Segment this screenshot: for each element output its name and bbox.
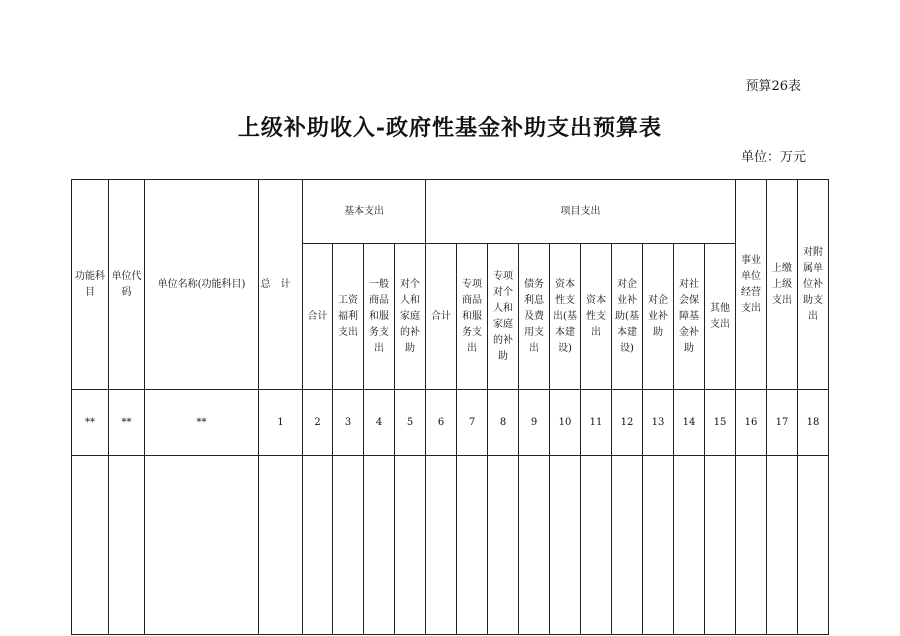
- header-project-col-9: 对社会保障基金补助: [674, 244, 705, 390]
- empty-cell: [612, 456, 643, 635]
- index-col-9: 9: [519, 390, 550, 456]
- header-unit-code: 单位代码: [109, 180, 145, 390]
- index-unit-code: **: [109, 390, 145, 456]
- header-func-subject: 功能科目: [72, 180, 109, 390]
- index-col-7: 7: [457, 390, 488, 456]
- header-tail-1: 事业单位经营支出: [736, 180, 767, 390]
- empty-cell: [109, 456, 145, 635]
- unit-label: 单位：万元: [740, 150, 806, 165]
- empty-cell: [519, 456, 550, 635]
- header-project-col-6: 资本性支出: [581, 244, 612, 390]
- empty-cell: [364, 456, 395, 635]
- header-total: 总计: [259, 180, 303, 390]
- form-number: 预算26表: [745, 79, 801, 94]
- index-col-13: 13: [643, 390, 674, 456]
- empty-data-row: [72, 456, 829, 635]
- index-col-4: 4: [364, 390, 395, 456]
- budget-table: [71, 179, 829, 635]
- empty-cell: [145, 456, 259, 635]
- header-tail-2: 上缴上级支出: [767, 180, 798, 390]
- index-col-5: 5: [395, 390, 426, 456]
- header-basic-col-1: 合计: [303, 244, 333, 390]
- empty-cell: [767, 456, 798, 635]
- header-project-group: 项目支出: [426, 180, 736, 244]
- index-col-18: 18: [798, 390, 829, 456]
- header-basic-group: 基本支出: [303, 180, 426, 244]
- empty-cell: [426, 456, 457, 635]
- index-col-12: 12: [612, 390, 643, 456]
- index-col-11: 11: [581, 390, 612, 456]
- empty-cell: [303, 456, 333, 635]
- index-col-17: 17: [767, 390, 798, 456]
- header-tail-3: 对附属单位补助支出: [798, 180, 829, 390]
- empty-cell: [72, 456, 109, 635]
- empty-cell: [457, 456, 488, 635]
- empty-cell: [259, 456, 303, 635]
- index-col-3: 3: [333, 390, 364, 456]
- index-func-subject: **: [72, 390, 109, 456]
- header-project-col-8: 对企业补助: [643, 244, 674, 390]
- header-project-col-10: 其他支出: [705, 244, 736, 390]
- header-basic-col-4: 对个人和家庭的补助: [395, 244, 426, 390]
- empty-cell: [333, 456, 364, 635]
- header-row-groups: [72, 180, 829, 244]
- index-col-2: 2: [303, 390, 333, 456]
- index-unit-name: **: [145, 390, 259, 456]
- empty-cell: [581, 456, 612, 635]
- empty-cell: [674, 456, 705, 635]
- index-col-15: 15: [705, 390, 736, 456]
- index-col-10: 10: [550, 390, 581, 456]
- header-project-col-7: 对企业补助(基本建设): [612, 244, 643, 390]
- empty-cell: [550, 456, 581, 635]
- header-project-col-3: 专项对个人和家庭的补助: [488, 244, 519, 390]
- index-row: [72, 390, 829, 456]
- header-basic-col-2: 工资福利支出: [333, 244, 364, 390]
- empty-cell: [736, 456, 767, 635]
- empty-cell: [705, 456, 736, 635]
- index-col-1: 1: [259, 390, 303, 456]
- empty-cell: [488, 456, 519, 635]
- header-unit-name: 单位名称(功能科目): [145, 180, 259, 390]
- empty-cell: [643, 456, 674, 635]
- index-col-8: 8: [488, 390, 519, 456]
- header-project-col-1: 合计: [426, 244, 457, 390]
- empty-cell: [798, 456, 829, 635]
- empty-cell: [395, 456, 426, 635]
- index-col-16: 16: [736, 390, 767, 456]
- header-project-col-2: 专项商品和服务支出: [457, 244, 488, 390]
- header-basic-col-3: 一般商品和服务支出: [364, 244, 395, 390]
- index-col-14: 14: [674, 390, 705, 456]
- header-project-col-5: 资本性支出(基本建设): [550, 244, 581, 390]
- header-project-col-4: 债务利息及费用支出: [519, 244, 550, 390]
- page-title: 上级补助收入-政府性基金补助支出预算表: [237, 115, 663, 141]
- index-col-6: 6: [426, 390, 457, 456]
